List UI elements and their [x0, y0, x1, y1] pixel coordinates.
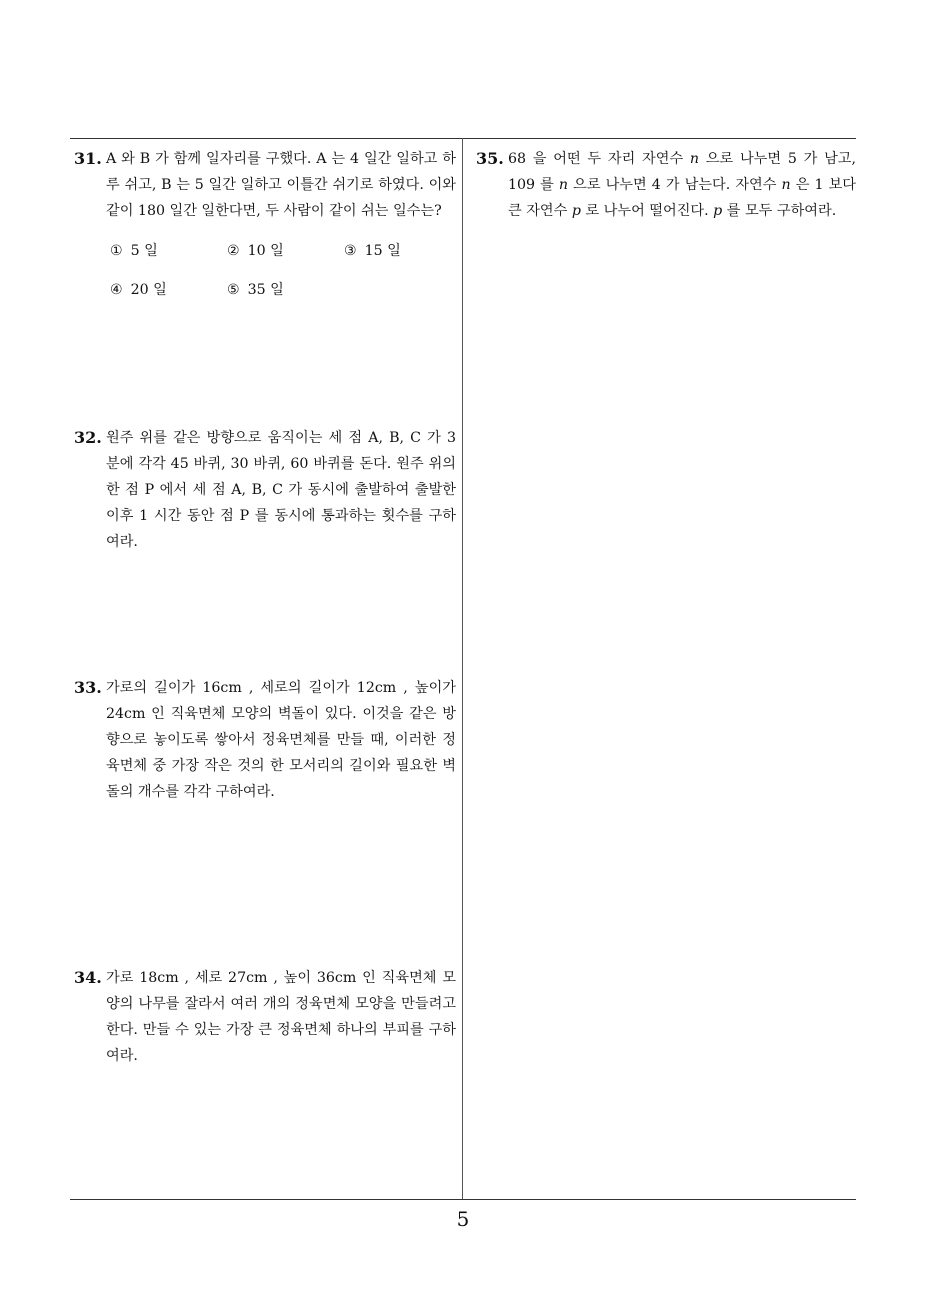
variable-p: p — [713, 203, 723, 219]
question-34 — [74, 965, 456, 1069]
variable-n: n — [689, 151, 700, 167]
bottom-rule — [70, 1199, 856, 1200]
choice-mark: ① — [110, 243, 123, 259]
question-text: 가로의 길이가 16cm , 세로의 길이가 12cm , 높이가 24cm 인 직육면체 모양의 벽돌이 있다. 이것을 같은 방향으로 놓이도록 쌓아서 정육면체를 만들 때, 이러한 정육면체 중 가장 작은 것의 한 모서리의 길이와 필요한 벽돌의 개수를 각각 구하여라. — [106, 680, 456, 800]
question-text: A 와 B 가 함께 일자리를 구했다. A 는 4 일간 일하고 하루 쉬고, B 는 5 일간 일하고 이틀간 쉬기로 하였다. 이와 같이 180 일간 일한다면, 두 사람이 같이 쉬는 일수는? — [106, 151, 456, 219]
text-segment: 를 모두 구하여라. — [722, 203, 837, 219]
question-text — [508, 146, 856, 224]
question-number: 31. — [74, 149, 102, 168]
choice-label: 10 일 — [247, 243, 284, 259]
question-number: 33. — [74, 678, 102, 697]
text-segment: 으로 나누면 4 가 남는다. 자연수 — [568, 177, 782, 193]
answer-choices — [110, 238, 456, 303]
text-segment: 으로 나누면 5 가 남고, 109 를 — [508, 151, 856, 193]
question-32 — [74, 425, 456, 555]
variable-n: n — [781, 177, 791, 193]
top-rule — [70, 138, 856, 139]
choice-mark: ② — [227, 243, 240, 259]
choice-label: 35 일 — [247, 282, 284, 298]
question-text: 원주 위를 같은 방향으로 움직이는 세 점 A, B, C 가 3 분에 각각 45 바퀴, 30 바퀴, 60 바퀴를 돈다. 원주 위의 한 점 P 에서 세 점 A, B, C 가 동시에 출발하여 출발한 이후 1 시간 동안 점 P 를 동시에 통과하는 횟수를 구하여라. — [106, 430, 456, 550]
question-text: 가로 18cm , 세로 27cm , 높이 36cm 인 직육면체 모양의 나무를 잘라서 여러 개의 정육면체 모양을 만들려고 한다. 만들 수 있는 가장 큰 정육면체 하나의 부피를 구하여라. — [106, 970, 456, 1064]
choice-mark: ④ — [110, 282, 123, 298]
variable-p: p — [571, 203, 581, 219]
choice-label: 20 일 — [130, 282, 167, 298]
question-number: 34. — [74, 968, 102, 987]
choice-mark: ③ — [344, 243, 357, 259]
question-35 — [476, 146, 856, 224]
choice-label: 15 일 — [364, 243, 401, 259]
question-33 — [74, 675, 456, 805]
text-segment: 은 1 보다 큰 자연수 — [508, 177, 856, 219]
variable-n: n — [558, 177, 569, 193]
question-31 — [74, 146, 456, 303]
choice-4[interactable] — [110, 277, 227, 303]
text-segment: 68 을 어떤 두 자리 자연수 — [508, 151, 690, 167]
choice-3[interactable] — [344, 238, 461, 264]
question-number: 32. — [74, 428, 102, 447]
choice-1[interactable] — [110, 238, 227, 264]
choice-mark: ⑤ — [227, 282, 240, 298]
text-segment: 로 나누어 떨어진다. — [580, 203, 714, 219]
choice-label: 5 일 — [130, 243, 158, 259]
column-divider — [462, 138, 463, 1199]
choice-2[interactable] — [227, 238, 344, 264]
question-number: 35. — [476, 149, 504, 168]
page-number: 5 — [456, 1207, 470, 1231]
choice-5[interactable] — [227, 277, 344, 303]
